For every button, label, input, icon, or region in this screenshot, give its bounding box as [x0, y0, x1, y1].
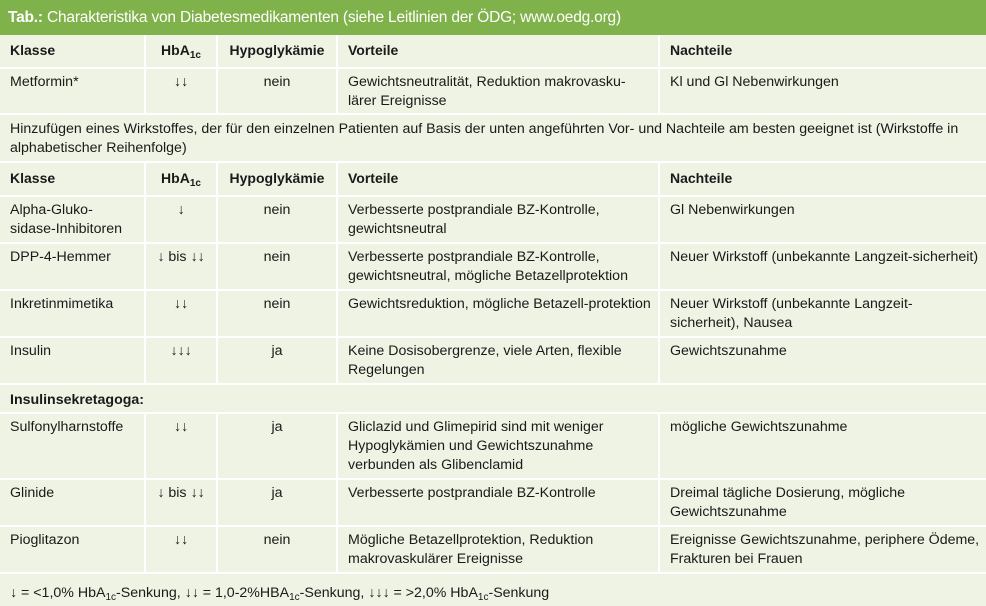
cell-vorteile: Gewichtsneutralität, Reduktion makrovasku-lärer Ereignisse [337, 68, 659, 114]
intro-text: Hinzufügen eines Wirkstoffes, der für den einzelnen Patienten auf Basis der unten angeführten Vor- und Nachteile am besten geeignet ist (Wirkstoffe in alphabetischer Reihenfolge) [0, 114, 986, 162]
cell-nachteile: Gl Nebenwirkungen [659, 196, 986, 243]
intro-row [0, 114, 986, 162]
cell-vorteile: Verbesserte postprandiale BZ-Kontrolle [337, 479, 659, 526]
diabetes-medication-table [0, 35, 986, 606]
title-prefix: Tab.: [8, 9, 43, 26]
cell-hypoglykaemie: ja [217, 479, 337, 526]
cell-nachteile: Neuer Wirkstoff (unbekannte Langzeit-sicherheit), Nausea [659, 290, 986, 337]
header-klasse: Klasse [0, 35, 145, 68]
cell-klasse: Glinide [0, 479, 145, 526]
header-hba1c: HbA$_{1c}$ [145, 162, 217, 196]
cell-klasse: Sulfonylharnstoffe [0, 413, 145, 479]
table-row [0, 526, 986, 573]
title-text: Charakteristika von Diabetesmedikamenten (siehe Leitlinien der ÖDG; www.oedg.org) [42, 9, 621, 26]
cell-hypoglykaemie: nein [217, 290, 337, 337]
cell-hba1c: ↓ bis ↓↓ [145, 479, 217, 526]
header-nachteile: Nachteile [659, 162, 986, 196]
table-title [0, 0, 986, 35]
table-row [0, 68, 986, 114]
cell-vorteile: Mögliche Betazellprotektion, Reduktion makrovaskulärer Ereignisse [337, 526, 659, 573]
table-row [0, 290, 986, 337]
group-row [0, 384, 986, 413]
legend-row [0, 573, 986, 606]
cell-nachteile: mögliche Gewichtszunahme [659, 413, 986, 479]
cell-hypoglykaemie: nein [217, 243, 337, 290]
group-label: Insulinsekretagoga: [0, 384, 986, 413]
header-hba1c: HbA$_{1c}$ [145, 35, 217, 68]
cell-hypoglykaemie: nein [217, 68, 337, 114]
header-row [0, 162, 986, 196]
cell-klasse: Inkretinmimetika [0, 290, 145, 337]
cell-hba1c: ↓ [145, 196, 217, 243]
cell-vorteile: Keine Dosisobergrenze, viele Arten, flexible Regelungen [337, 337, 659, 384]
cell-nachteile: Neuer Wirkstoff (unbekannte Langzeit-sicherheit) [659, 243, 986, 290]
cell-klasse: Alpha-Gluko-sidase-Inhibitoren [0, 196, 145, 243]
legend-text: ↓ = <1,0% HbA$_{1c}$-Senkung, ↓↓ = $1,0-2\%HBA_{1c}$-Senkung, ↓↓↓ = >2,0% HbA$_{1c}$-Senkung [10, 585, 550, 603]
header-hypoglykaemie: Hypoglykämie [217, 35, 337, 68]
cell-klasse: Metformin* [0, 68, 145, 114]
cell-nachteile: Ereignisse Gewichtszunahme, periphere Ödeme, Frakturen bei Frauen [659, 526, 986, 573]
table-row [0, 413, 986, 479]
header-row [0, 35, 986, 68]
table-row [0, 243, 986, 290]
cell-hypoglykaemie: nein [217, 526, 337, 573]
header-hypoglykaemie: Hypoglykämie [217, 162, 337, 196]
cell-hypoglykaemie: ja [217, 413, 337, 479]
cell-vorteile: Verbesserte postprandiale BZ-Kontrolle, gewichtsneutral, mögliche Betazellprotektion [337, 243, 659, 290]
cell-nachteile: Dreimal tägliche Dosierung, mögliche Gewichtszunahme [659, 479, 986, 526]
cell-hba1c: ↓↓ [145, 413, 217, 479]
cell-hba1c: ↓↓ [145, 290, 217, 337]
cell-vorteile: Verbesserte postprandiale BZ-Kontrolle, gewichtsneutral [337, 196, 659, 243]
cell-hypoglykaemie: ja [217, 337, 337, 384]
cell-hba1c: ↓ bis ↓↓ [145, 243, 217, 290]
header-klasse: Klasse [0, 162, 145, 196]
cell-klasse: DPP-4-Hemmer [0, 243, 145, 290]
cell-hba1c: ↓↓ [145, 526, 217, 573]
cell-hba1c: ↓↓↓ [145, 337, 217, 384]
header-vorteile: Vorteile [337, 162, 659, 196]
cell-vorteile: Gewichtsreduktion, mögliche Betazell-protektion [337, 290, 659, 337]
table-row [0, 337, 986, 384]
cell-nachteile: Kl und Gl Nebenwirkungen [659, 68, 986, 114]
cell-klasse: Pioglitazon [0, 526, 145, 573]
cell-vorteile: Gliclazid und Glimepirid sind mit weniger Hypoglykämien und Gewichtszunahme verbunden als Glibenclamid [337, 413, 659, 479]
header-vorteile: Vorteile [337, 35, 659, 68]
table-row [0, 196, 986, 243]
cell-hba1c: ↓↓ [145, 68, 217, 114]
header-nachteile: Nachteile [659, 35, 986, 68]
cell-hypoglykaemie: nein [217, 196, 337, 243]
cell-nachteile: Gewichtszunahme [659, 337, 986, 384]
table-row [0, 479, 986, 526]
cell-klasse: Insulin [0, 337, 145, 384]
